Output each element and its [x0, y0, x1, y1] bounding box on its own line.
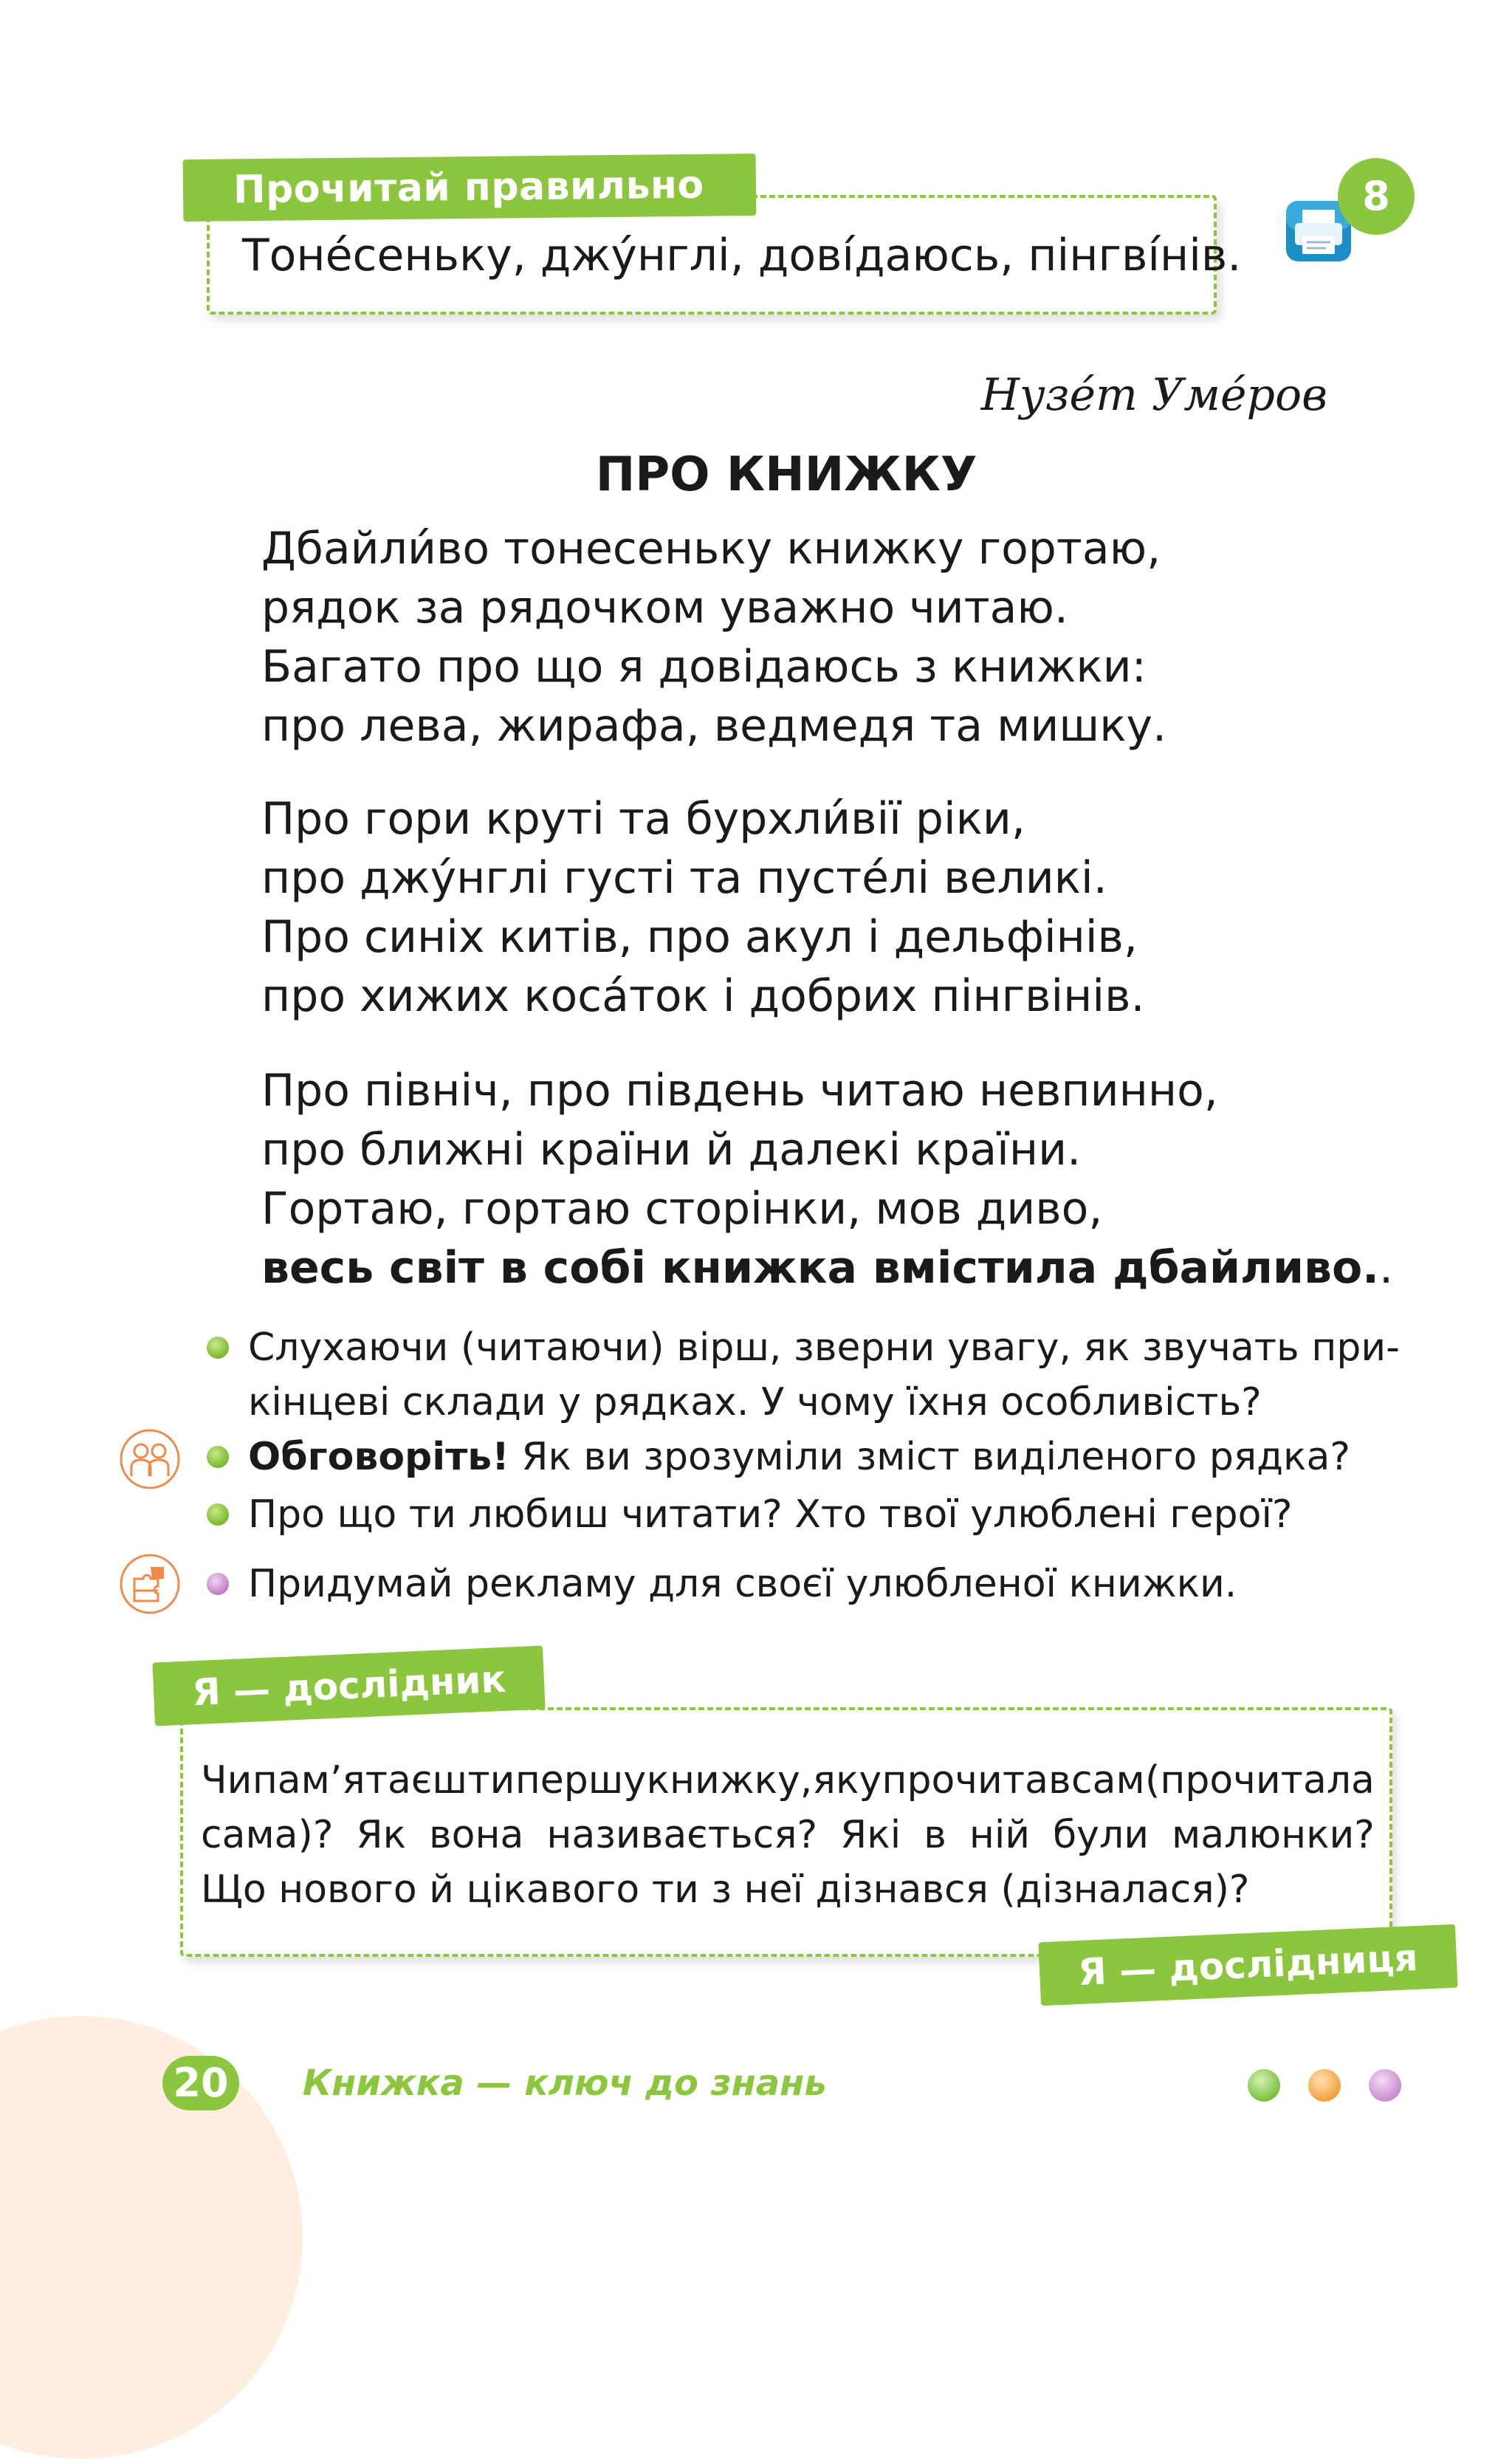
word: зверни	[794, 1325, 935, 1370]
question-2	[248, 1430, 1350, 1484]
word: першу	[515, 1758, 647, 1803]
researcher-label-female: Я — дослідниця	[1038, 1924, 1457, 2006]
word: (прочитала	[1145, 1758, 1375, 1803]
poem-stanza	[261, 519, 1166, 755]
word: ній	[969, 1813, 1031, 1857]
read-correctly-label: Прочитай правильно	[183, 154, 756, 222]
discuss-label: Обговоріть!	[248, 1435, 509, 1479]
section-title: Книжка — ключ до знань	[303, 2062, 827, 2104]
word: увагу,	[946, 1325, 1071, 1370]
exercise-number-badge: 8	[1338, 158, 1415, 235]
question-3: Про що ти любиш читати? Хто твої улюблені герої?	[248, 1492, 1293, 1537]
green-bullet-icon	[207, 1503, 229, 1526]
poem-line: про ближні країни й далекі країни.	[261, 1124, 1082, 1176]
word: прочитав	[882, 1758, 1071, 1803]
question-4: Придумай рекламу для своєї улюбленої книжки.	[248, 1562, 1237, 1606]
poem-line: Гортаю, гортаю сторінки, мов диво,	[261, 1183, 1103, 1235]
word: Слухаючи	[248, 1325, 449, 1370]
word: вона	[429, 1813, 524, 1857]
question-1-line-2: кінцеві склади у рядках. У чому їхня особливість?	[248, 1380, 1262, 1424]
researcher-line-3: Що нового й цікавого ти з неї дізнався (дізналася)?	[201, 1868, 1250, 1912]
corner-decoration	[0, 2016, 303, 2459]
green-bullet-icon	[207, 1446, 229, 1468]
researcher-line-2	[201, 1808, 1375, 1862]
highlighted-line: весь світ в собі книжка вмістила дбайливо.	[261, 1242, 1379, 1294]
level-dot-violet	[1369, 2069, 1401, 2102]
word: ти	[467, 1758, 515, 1803]
word: були	[1053, 1813, 1149, 1857]
poem-line-highlighted	[261, 1238, 1393, 1297]
page-number: 20	[162, 2056, 239, 2110]
word: в	[924, 1813, 946, 1857]
word: малюнки?	[1172, 1813, 1375, 1857]
question-2-text: Як ви зрозуміли зміст виділеного рядка?	[509, 1435, 1350, 1479]
poem-line: Про синіх китів, про акул і дельфінів,	[261, 911, 1138, 963]
researcher-label-male: Я — дослідник	[152, 1645, 546, 1726]
poem-line: Дбайли́во тонесеньку книжку гортаю,	[261, 523, 1161, 575]
word: називається?	[546, 1813, 818, 1857]
question-1-line-1	[248, 1320, 1400, 1375]
word: Які	[840, 1813, 901, 1857]
word: пам’ятаєш	[252, 1758, 467, 1803]
poem-line: Про гори круті та бурхли́вії ріки,	[261, 793, 1025, 845]
poem-line: рядок за рядочком уважно читаю.	[261, 582, 1068, 634]
discussion-group-icon	[118, 1427, 182, 1491]
poem-line: про лева, жирафа, ведмедя та мишку.	[261, 700, 1167, 752]
green-bullet-icon	[207, 1337, 229, 1359]
level-dot-orange	[1308, 2069, 1341, 2102]
word: при-	[1311, 1325, 1400, 1370]
poem-stanza	[261, 1061, 1393, 1297]
word: Чи	[201, 1758, 252, 1803]
word: сам	[1071, 1758, 1145, 1803]
violet-bullet-icon	[207, 1573, 229, 1595]
word: сама)?	[201, 1813, 334, 1857]
word: яку	[812, 1758, 882, 1803]
read-correctly-words: Тоне́сеньку, джу́нглі, дові́даюсь, пінгві́нів.	[242, 230, 1242, 281]
poem-line: Багато про що я довідаюсь з книжки:	[261, 641, 1147, 693]
word: книжку,	[646, 1758, 813, 1803]
researcher-question	[201, 1753, 1375, 1917]
level-dot-green	[1248, 2069, 1280, 2102]
poem-author: Нузе́т Уме́ров	[980, 369, 1327, 421]
word: (читаючи)	[460, 1325, 664, 1370]
researcher-line-1	[201, 1753, 1375, 1808]
poem-line: Про північ, про південь читаю невпинно,	[261, 1065, 1218, 1117]
line-punctuation: .	[1378, 1242, 1394, 1294]
poem-line: про джу́нглі густі та пусте́лі великі.	[261, 852, 1107, 904]
word: вірш,	[676, 1325, 782, 1370]
poem-stanza	[261, 789, 1145, 1026]
word: Як	[356, 1813, 406, 1857]
poem-line: про хижих коса́ток і добрих пінгвінів.	[261, 970, 1145, 1022]
poem-title: ПРО КНИЖКУ	[595, 447, 977, 502]
word: як	[1083, 1325, 1130, 1370]
question-1	[248, 1320, 1400, 1430]
puzzle-creative-icon	[118, 1552, 182, 1616]
word: звучать	[1142, 1325, 1299, 1370]
